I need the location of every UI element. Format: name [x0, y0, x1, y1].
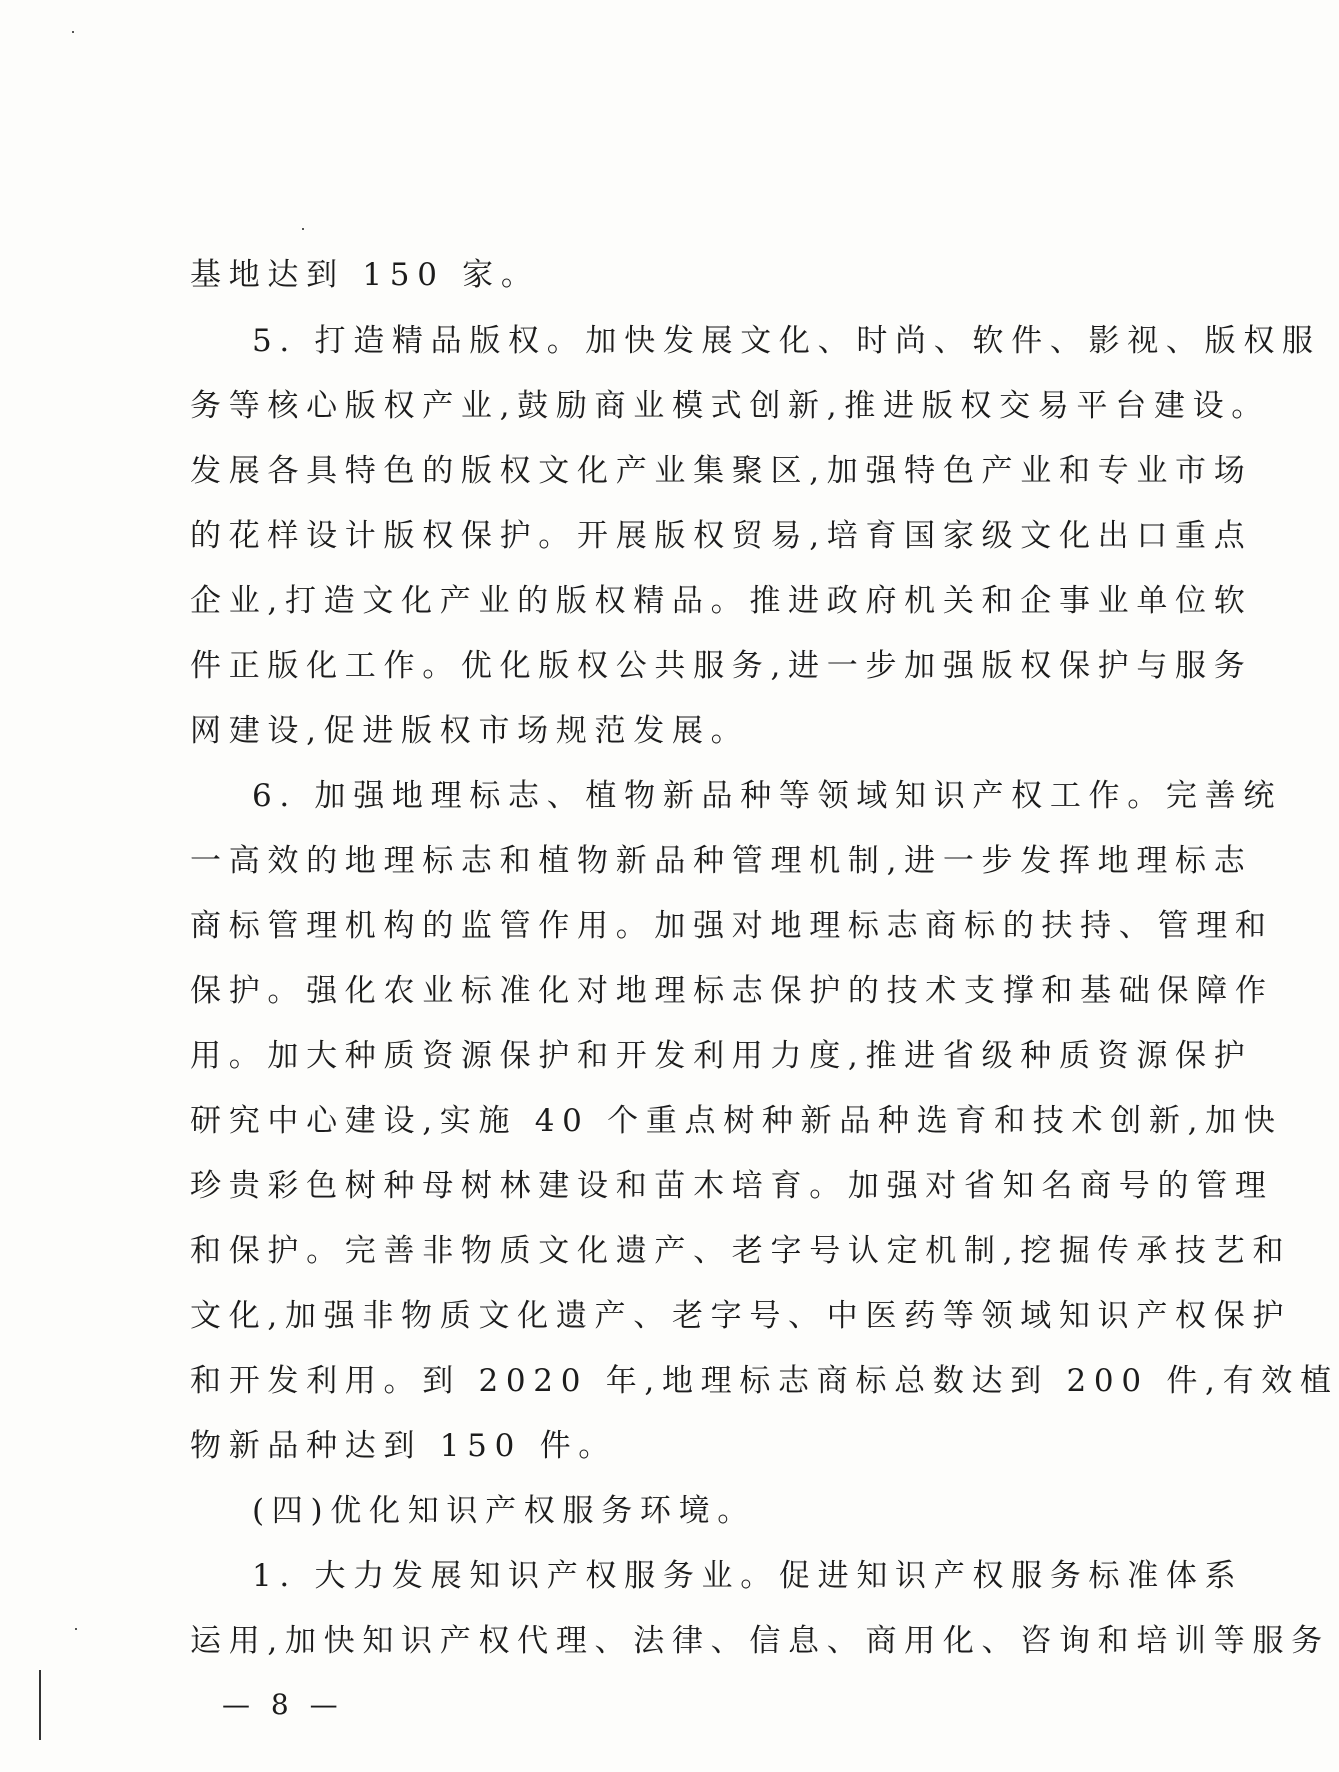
text-line-4: 发展各具特色的版权文化产业集聚区,加强特色产业和专业市场: [190, 453, 1253, 489]
scan-speck: [302, 228, 304, 230]
section-5-heading-line: 5. 打造精品版权。加快发展文化、时尚、软件、影视、版权服: [252, 323, 1321, 359]
text-line-1: 基地达到 150 家。: [190, 257, 540, 293]
text-line-7: 件正版化工作。优化版权公共服务,进一步加强版权保护与服务: [190, 648, 1253, 684]
text-line-3: 务等核心版权产业,鼓励商业模式创新,推进版权交易平台建设。: [190, 388, 1271, 424]
page-number: — 8 —: [222, 1688, 344, 1721]
section-1-heading-line: 1. 大力发展知识产权服务业。促进知识产权服务标准体系: [252, 1558, 1244, 1594]
text-line-5: 的花样设计版权保护。开展版权贸易,培育国家级文化出口重点: [190, 518, 1253, 554]
text-line-10: 一高效的地理标志和植物新品种管理机制,进一步发挥地理标志: [190, 843, 1253, 879]
scan-speck: [75, 1628, 77, 1630]
text-line-22: 运用,加快知识产权代理、法律、信息、商用化、咨询和培训等服务: [190, 1623, 1330, 1659]
text-line-17: 文化,加强非物质文化遗产、老字号、中医药等领域知识产权保护: [190, 1298, 1292, 1334]
text-line-8: 网建设,促进版权市场规范发展。: [190, 713, 750, 749]
text-line-16: 和保护。完善非物质文化遗产、老字号认定机制,挖掘传承技艺和: [190, 1233, 1292, 1269]
text-line-19: 物新品种达到 150 件。: [190, 1428, 617, 1464]
text-line-18: 和开发利用。到 2020 年,地理标志商标总数达到 200 件,有效植: [190, 1363, 1339, 1399]
scan-speck: [72, 31, 74, 33]
text-line-14: 研究中心建设,实施 40 个重点树种新品种选育和技术创新,加快: [190, 1103, 1283, 1139]
text-line-15: 珍贵彩色树种母树林建设和苗木培育。加强对省知名商号的管理: [190, 1168, 1274, 1204]
text-line-12: 保护。强化农业标准化对地理标志保护的技术支撑和基础保障作: [190, 973, 1274, 1009]
section-6-heading-line: 6. 加强地理标志、植物新品种等领域知识产权工作。完善统: [252, 778, 1283, 814]
scan-edge-mark: [39, 1670, 41, 1740]
text-line-11: 商标管理机构的监管作用。加强对地理标志商标的扶持、管理和: [190, 908, 1274, 944]
text-line-13: 用。加大种质资源保护和开发利用力度,推进省级种质资源保护: [190, 1038, 1253, 1074]
section-four-heading: (四)优化知识产权服务环境。: [252, 1493, 756, 1529]
text-line-6: 企业,打造文化产业的版权精品。推进政府机关和企事业单位软: [190, 583, 1253, 619]
